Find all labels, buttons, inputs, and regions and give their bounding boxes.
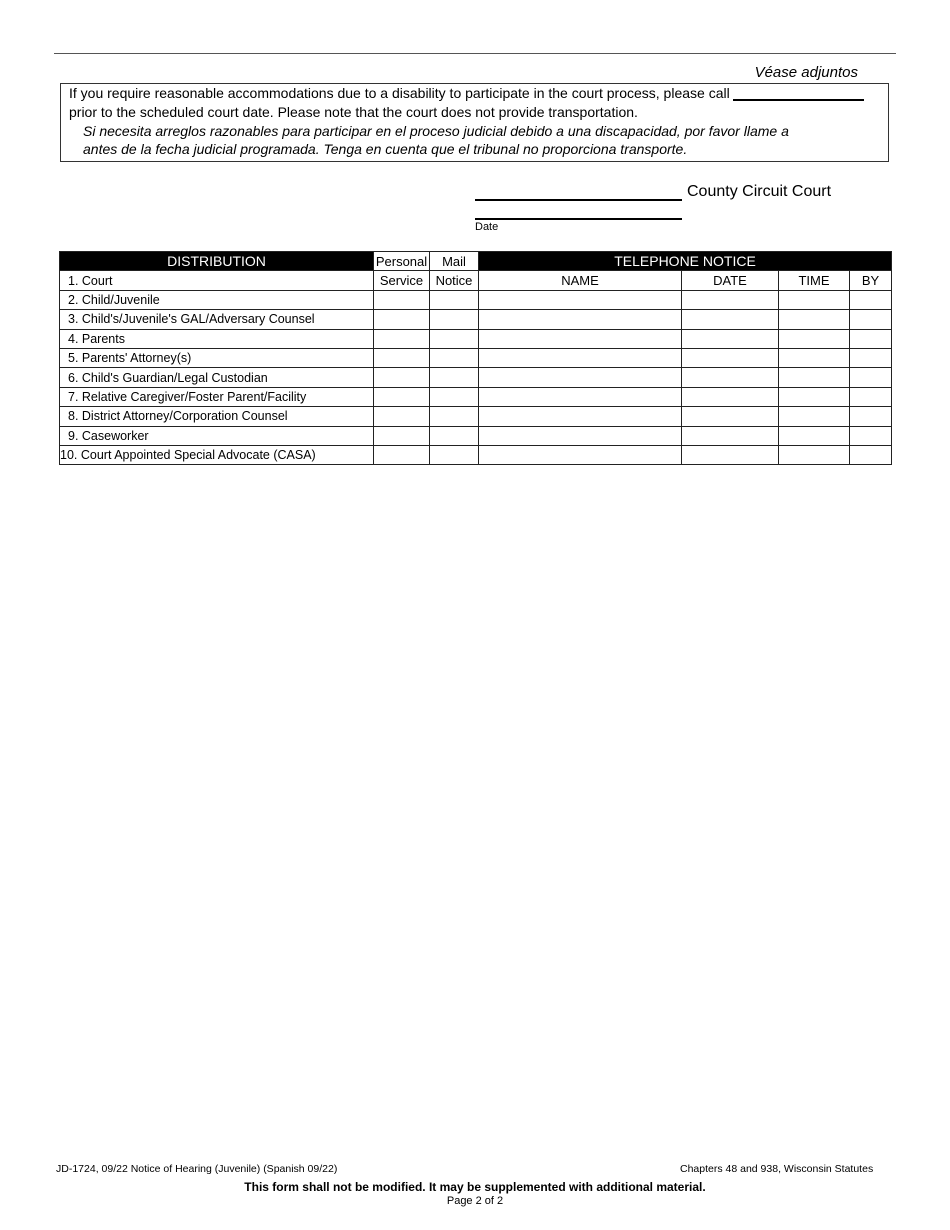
date-cell[interactable] (682, 407, 779, 426)
name-cell[interactable] (479, 310, 682, 329)
notice-line-2: prior to the scheduled court date. Please note that the court does not provide transportation. (69, 104, 638, 120)
mail-notice-header-top: Mail (430, 252, 479, 271)
phone-number-field[interactable] (733, 99, 864, 101)
name-cell[interactable] (479, 426, 682, 445)
name-cell[interactable] (479, 445, 682, 464)
statutes-reference: Chapters 48 and 938, Wisconsin Statutes (680, 1163, 874, 1175)
name-cell[interactable] (479, 329, 682, 348)
personal-service-cell[interactable] (374, 310, 430, 329)
name-cell[interactable] (479, 290, 682, 309)
mail-notice-cell[interactable] (430, 368, 479, 387)
telephone-notice-header: TELEPHONE NOTICE (479, 252, 892, 271)
by-cell[interactable] (850, 368, 892, 387)
mail-notice-cell[interactable] (430, 445, 479, 464)
personal-service-cell[interactable] (374, 387, 430, 406)
row-label: 6. Child's Guardian/Legal Custodian (60, 368, 374, 387)
by-cell[interactable] (850, 348, 892, 367)
mail-notice-cell[interactable] (430, 426, 479, 445)
time-cell[interactable] (779, 348, 850, 367)
mail-notice-cell[interactable] (430, 290, 479, 309)
date-field[interactable] (475, 218, 682, 220)
table-row (60, 348, 892, 367)
personal-service-header-top: Personal (374, 252, 430, 271)
name-cell[interactable] (479, 348, 682, 367)
by-column-header: BY (850, 271, 892, 290)
mail-notice-cell[interactable] (430, 407, 479, 426)
name-cell[interactable] (479, 407, 682, 426)
table-row (60, 407, 892, 426)
row-label: 1. Court (60, 271, 374, 290)
time-column-header: TIME (779, 271, 850, 290)
personal-service-header-bottom: Service (374, 271, 430, 290)
table-row (60, 310, 892, 329)
by-cell[interactable] (850, 329, 892, 348)
mail-notice-cell[interactable] (430, 310, 479, 329)
date-cell[interactable] (682, 290, 779, 309)
name-cell[interactable] (479, 368, 682, 387)
by-cell[interactable] (850, 426, 892, 445)
table-row (60, 271, 892, 290)
name-cell[interactable] (479, 387, 682, 406)
by-cell[interactable] (850, 310, 892, 329)
row-label: 3. Child's/Juvenile's GAL/Adversary Counsel (60, 310, 374, 329)
form-id: JD-1724, 09/22 Notice of Hearing (Juvenile) (Spanish 09/22) (56, 1163, 338, 1175)
date-cell[interactable] (682, 329, 779, 348)
time-cell[interactable] (779, 445, 850, 464)
county-name-field[interactable] (475, 199, 682, 201)
notice-line-1: If you require reasonable accommodations due to a disability to participate in the court process, please call (69, 85, 730, 101)
modification-warning: This form shall not be modified. It may be supplemented with additional material. (244, 1180, 706, 1194)
personal-service-cell[interactable] (374, 445, 430, 464)
mail-notice-cell[interactable] (430, 348, 479, 367)
date-cell[interactable] (682, 310, 779, 329)
time-cell[interactable] (779, 407, 850, 426)
mail-notice-cell[interactable] (430, 329, 479, 348)
time-cell[interactable] (779, 368, 850, 387)
by-cell[interactable] (850, 290, 892, 309)
date-cell[interactable] (682, 368, 779, 387)
time-cell[interactable] (779, 329, 850, 348)
row-label: 2. Child/Juvenile (60, 290, 374, 309)
by-cell[interactable] (850, 445, 892, 464)
personal-service-cell[interactable] (374, 348, 430, 367)
personal-service-cell[interactable] (374, 290, 430, 309)
vease-adjuntos: Véase adjuntos (754, 64, 858, 81)
accommodations-notice (60, 83, 889, 162)
date-label: Date (475, 221, 499, 233)
table-row (60, 445, 892, 464)
time-cell[interactable] (779, 290, 850, 309)
table-row (60, 387, 892, 406)
table-row (60, 368, 892, 387)
notice-line-4: antes de la fecha judicial programada. Tenga en cuenta que el tribunal no proporciona transporte. (83, 141, 688, 157)
row-label: 10. Court Appointed Special Advocate (CASA) (60, 445, 374, 464)
row-label: 8. District Attorney/Corporation Counsel (60, 407, 374, 426)
page-number: Page 2 of 2 (446, 1195, 504, 1207)
row-label: 5. Parents' Attorney(s) (60, 348, 374, 367)
date-cell[interactable] (682, 426, 779, 445)
time-cell[interactable] (779, 426, 850, 445)
personal-service-cell[interactable] (374, 426, 430, 445)
county-circuit-court-label: County Circuit Court (687, 183, 832, 200)
row-label: 7. Relative Caregiver/Foster Parent/Facility (60, 387, 374, 406)
personal-service-cell[interactable] (374, 329, 430, 348)
time-cell[interactable] (779, 310, 850, 329)
personal-service-cell[interactable] (374, 368, 430, 387)
date-column-header: DATE (682, 271, 779, 290)
table-row (60, 290, 892, 309)
mail-notice-header-bottom: Notice (430, 271, 479, 290)
personal-service-cell[interactable] (374, 407, 430, 426)
by-cell[interactable] (850, 407, 892, 426)
distribution-header: DISTRIBUTION (60, 252, 374, 271)
date-cell[interactable] (682, 348, 779, 367)
date-cell[interactable] (682, 445, 779, 464)
distribution-table (59, 251, 892, 465)
mail-notice-cell[interactable] (430, 387, 479, 406)
top-rule (54, 53, 896, 54)
table-row (60, 426, 892, 445)
row-label: 4. Parents (60, 329, 374, 348)
time-cell[interactable] (779, 387, 850, 406)
row-label: 9. Caseworker (60, 426, 374, 445)
table-row (60, 329, 892, 348)
date-cell[interactable] (682, 387, 779, 406)
notice-line-3: Si necesita arreglos razonables para participar en el proceso judicial debido a una discapacidad, por favor llame a (83, 123, 789, 139)
name-column-header: NAME (479, 271, 682, 290)
by-cell[interactable] (850, 387, 892, 406)
